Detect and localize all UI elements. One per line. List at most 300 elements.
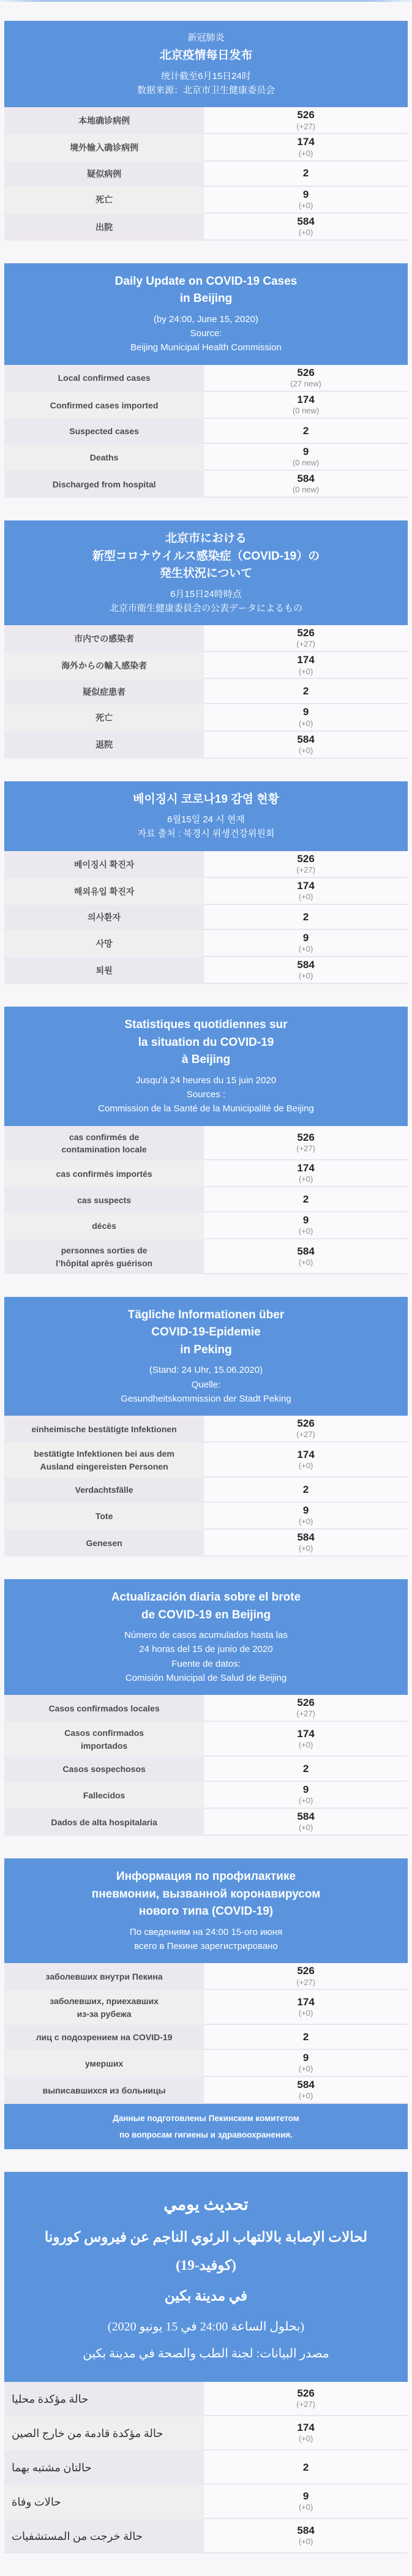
section-title-line: Statistiques quotidiennes sur	[124, 1018, 288, 1032]
stat-delta: (+0)	[298, 200, 313, 210]
stat-label	[4, 930, 204, 957]
stat-value: 526	[297, 1965, 315, 1977]
stat-value: 9	[302, 706, 309, 718]
stat-value-cell	[204, 1416, 408, 1443]
stat-label	[4, 679, 204, 704]
table-row	[4, 214, 408, 241]
stat-value: 584	[297, 1811, 315, 1823]
stat-value: 584	[297, 472, 315, 484]
stat-label-line: cas confirmés de	[69, 1132, 140, 1142]
section-header	[4, 1579, 408, 1695]
section-subtitle-line: (بحلول الساعة 24:00 في 15 يونيو 2020)	[107, 2320, 305, 2334]
stat-label	[4, 905, 204, 930]
section-title-line: 北京疫情每日发布	[159, 49, 253, 62]
stat-label	[4, 2416, 204, 2450]
stat-value: 174	[297, 1162, 315, 1174]
section-subtitle-line: 24 horas del 15 de junio de 2020	[139, 1644, 273, 1655]
stat-label-line: Casos sospechosos	[62, 1764, 146, 1774]
stat-label	[4, 732, 204, 759]
section-title-line: Информация по профилактике	[116, 1870, 296, 1883]
section-footer	[4, 2104, 408, 2149]
stat-label-line: Discharged from hospital	[52, 479, 156, 489]
stat-label-line: personnes sorties de	[61, 1245, 148, 1256]
stat-label	[4, 392, 204, 419]
stat-value: 2	[302, 2030, 309, 2043]
stats-table	[4, 1126, 408, 1274]
table-row	[4, 2519, 408, 2553]
stat-delta: (+27)	[296, 1430, 315, 1440]
table-row	[4, 365, 408, 392]
table-row	[4, 162, 408, 187]
covid-update-section-ar	[4, 2172, 408, 2553]
stat-value: 526	[297, 627, 315, 639]
stat-label	[4, 1530, 204, 1556]
stat-value-cell	[204, 2382, 408, 2416]
section-subtitle-line: (Stand: 24 Uhr, 15.06.2020)	[149, 1365, 263, 1376]
section-subtitle-line: 统计截至6月15日24时	[161, 70, 251, 81]
stat-label-line: Casos confirmados	[64, 1728, 144, 1738]
table-row	[4, 2025, 408, 2050]
stat-label	[4, 2077, 204, 2104]
section-subtitle-line: (by 24:00, June 15, 2020)	[154, 314, 258, 325]
stat-value: 2	[302, 911, 309, 923]
stat-value: 9	[302, 2051, 309, 2063]
stat-value: 526	[297, 366, 315, 378]
stat-label-line: лиц с подозрением на COVID-19	[36, 2032, 173, 2043]
stat-value: 174	[297, 1996, 315, 2008]
table-row	[4, 1782, 408, 1809]
covid-update-section-en	[4, 263, 408, 498]
section-subtitle-line: Source:	[190, 328, 222, 339]
section-subtitle-line: 자료 출처 : 북경시 위생건강위원회	[137, 828, 275, 839]
stats-table	[4, 2382, 408, 2553]
section-title-line: تحديث يومي	[163, 2195, 249, 2214]
stat-label-line: Local confirmed cases	[58, 373, 151, 383]
stat-value: 2	[302, 1762, 309, 1774]
stat-label-line: 疑似症患者	[83, 686, 126, 697]
table-row	[4, 1239, 408, 1274]
stat-value-cell	[204, 1695, 408, 1722]
stat-label-line: importados	[80, 1740, 128, 1751]
stat-value-cell	[204, 1239, 408, 1274]
stat-delta: (+0)	[298, 1257, 313, 1267]
section-subtitle-line: 新冠肺炎	[187, 32, 225, 43]
stat-label-line: décès	[92, 1221, 116, 1231]
stat-value: 2	[302, 1483, 309, 1495]
stat-value-cell	[204, 2416, 408, 2450]
section-title-line: 北京市における	[165, 532, 247, 546]
table-row	[4, 1212, 408, 1239]
stat-delta: (+0)	[298, 718, 313, 728]
stat-delta: (+0)	[298, 1460, 313, 1470]
stat-value: 526	[297, 1418, 315, 1430]
stat-delta: (+0)	[298, 666, 313, 676]
table-row	[4, 1443, 408, 1478]
stat-delta: (+0)	[298, 2537, 313, 2547]
section-subtitle-line: 数据来源：北京市卫生健康委员会	[137, 85, 275, 96]
table-row	[4, 2077, 408, 2104]
section-title-line: de COVID-19 en Beijing	[141, 1608, 271, 1621]
section-title-line: في مدينة بكين	[164, 2288, 248, 2304]
stats-table	[4, 1695, 408, 1836]
section-header	[4, 1858, 408, 1963]
table-row	[4, 134, 408, 161]
stat-value: 584	[297, 1245, 315, 1257]
stat-delta: (+27)	[296, 121, 315, 131]
section-subtitle-line: Sources :	[186, 1089, 226, 1100]
table-row	[4, 878, 408, 905]
stat-label	[4, 625, 204, 652]
stat-value: 584	[297, 1531, 315, 1544]
stat-value: 2	[302, 2461, 309, 2473]
section-title-line: Daily Update on COVID-19 Cases	[114, 274, 298, 288]
table-row	[4, 471, 408, 498]
stat-value: 584	[297, 2079, 315, 2091]
section-title-line: 新型コロナウイルス感染症（COVID-19）の	[92, 549, 320, 563]
table-row	[4, 905, 408, 930]
stat-value-cell	[204, 704, 408, 731]
stat-delta: (+0)	[298, 2064, 313, 2074]
stat-label-line: 의사환자	[88, 912, 121, 923]
stat-label	[4, 107, 204, 134]
stat-label	[4, 1990, 204, 2025]
stat-delta: (0 new)	[292, 458, 320, 468]
table-row	[4, 392, 408, 419]
stat-label	[4, 1782, 204, 1809]
stat-label	[4, 471, 204, 498]
stat-value-cell	[204, 471, 408, 498]
stat-value-cell	[204, 2025, 408, 2050]
stats-table	[4, 625, 408, 759]
section-subtitle-line: مصدر البيانات: لجنة الطب والصحة في مدينة بكين	[83, 2347, 329, 2361]
stat-value: 174	[297, 879, 315, 892]
section-title-line: нового типа (COVID-19)	[138, 1905, 274, 1918]
stat-label-line: 死亡	[96, 195, 113, 205]
stat-label	[4, 162, 204, 187]
section-title-line: la situation du COVID-19	[138, 1035, 274, 1049]
covid-update-section-ja	[4, 520, 408, 759]
stat-value-cell	[204, 365, 408, 392]
stat-value: 526	[297, 1697, 315, 1709]
table-row	[4, 1963, 408, 1990]
stat-label	[4, 1503, 204, 1530]
stats-table	[4, 1963, 408, 2104]
stats-table	[4, 851, 408, 985]
stat-value: 526	[297, 109, 315, 121]
table-row	[4, 1416, 408, 1443]
stat-value-cell	[204, 1782, 408, 1809]
stat-label	[4, 365, 204, 392]
stat-value-cell	[204, 905, 408, 930]
stat-label	[4, 1695, 204, 1722]
section-subtitle-line: Quelle:	[191, 1379, 221, 1390]
stat-value-cell	[204, 2077, 408, 2104]
stat-value-cell	[204, 732, 408, 759]
section-subtitle-line: 6月15日24時時点	[170, 588, 242, 599]
table-row	[4, 1530, 408, 1556]
section-title-line: in Beijing	[179, 292, 233, 306]
stat-value: 526	[297, 2387, 315, 2400]
covid-update-section-ko	[4, 781, 408, 985]
stat-value: 2	[302, 167, 309, 179]
stat-delta: (0 new)	[292, 485, 320, 495]
stat-value: 526	[297, 1131, 315, 1143]
stat-label-line: حالة مؤكدة قادمة من خارج الصين	[12, 2427, 163, 2440]
stat-value-cell	[204, 1809, 408, 1836]
table-row	[4, 732, 408, 759]
stat-delta: (+27)	[296, 1143, 315, 1153]
stat-label-line: bestätigte Infektionen bei aus dem	[34, 1449, 174, 1459]
stat-value-cell	[204, 1478, 408, 1503]
stat-delta: (+0)	[298, 745, 313, 755]
stat-value: 174	[297, 136, 315, 148]
stat-value: 2	[302, 685, 309, 697]
stat-delta: (+0)	[298, 1740, 313, 1749]
stat-value: 174	[297, 393, 315, 405]
stat-value-cell	[204, 162, 408, 187]
stat-label	[4, 2519, 204, 2553]
stat-value: 174	[297, 654, 315, 666]
table-row	[4, 1990, 408, 2025]
stat-label-line: из-за рубежа	[77, 2008, 132, 2019]
table-row	[4, 2416, 408, 2450]
stat-label	[4, 2050, 204, 2077]
stat-delta: (+0)	[298, 2008, 313, 2018]
section-footer-line: по вопросам гигиены и здравоохранения.	[119, 2130, 293, 2140]
section-title-line: à Beijing	[181, 1053, 231, 1067]
stat-delta: (+27)	[296, 1977, 315, 1987]
stat-label-line: einheimische bestätigte Infektionen	[31, 1424, 177, 1435]
table-row	[4, 625, 408, 652]
section-header	[4, 1297, 408, 1416]
stat-label	[4, 1187, 204, 1212]
stat-label-line: Tote	[95, 1511, 113, 1521]
stat-delta: (+0)	[298, 971, 313, 981]
stat-value: 9	[302, 931, 309, 944]
table-row	[4, 1478, 408, 1503]
stat-label-line: Ausland eingereisten Personen	[40, 1461, 168, 1471]
stat-delta: (+27)	[296, 865, 315, 874]
stat-value-cell	[204, 419, 408, 444]
stat-delta: (+0)	[298, 892, 313, 902]
table-row	[4, 1695, 408, 1722]
stat-label-line: 疑似病例	[87, 168, 122, 179]
stat-value-cell	[204, 1212, 408, 1239]
stat-value-cell	[204, 1160, 408, 1187]
section-header	[4, 781, 408, 851]
stat-value-cell	[204, 625, 408, 652]
stat-delta: (+0)	[298, 1517, 313, 1526]
stat-value: 584	[297, 959, 315, 971]
covid-update-section-ru	[4, 1858, 408, 2149]
stat-label-line: حالة خرجت من المستشفيات	[12, 2530, 143, 2543]
stat-value: 584	[297, 733, 315, 745]
section-subtitle-line: 北京市衛生健康委員会の公表データによるもの	[109, 603, 302, 614]
section-subtitle-line: Comisión Municipal de Salud de Beijing	[125, 1672, 287, 1683]
stat-value-cell	[204, 444, 408, 471]
stat-label-line: 해외유입 확진자	[73, 886, 135, 896]
table-row	[4, 2382, 408, 2416]
stat-label	[4, 419, 204, 444]
table-row	[4, 2485, 408, 2519]
section-footer-line: Данные подготовлены Пекинским комитетом	[113, 2114, 299, 2124]
stat-value-cell	[204, 2519, 408, 2553]
stat-label	[4, 1416, 204, 1443]
section-header	[4, 520, 408, 625]
section-subtitle-line: Commission de la Santé de la Municipalité de Beijing	[98, 1103, 314, 1114]
stat-label-line: 本地确诊病例	[78, 116, 130, 126]
stat-delta: (+27)	[296, 639, 315, 649]
stat-value-cell	[204, 930, 408, 957]
stat-label-line: Suspected cases	[69, 426, 139, 437]
table-row	[4, 679, 408, 704]
stat-label	[4, 704, 204, 731]
table-row	[4, 652, 408, 679]
stat-value-cell	[204, 1722, 408, 1757]
stat-label	[4, 1478, 204, 1503]
stat-label	[4, 1126, 204, 1161]
stat-value: 9	[302, 1783, 309, 1795]
stat-label-line: حالة مؤكدة محليا	[12, 2393, 89, 2406]
stat-value: 526	[297, 852, 315, 865]
stat-label-line: умерших	[84, 2058, 124, 2068]
stat-label-line: cas suspects	[77, 1195, 132, 1205]
table-row	[4, 187, 408, 214]
stat-value-cell	[204, 1187, 408, 1212]
stat-value: 584	[297, 2525, 315, 2537]
section-header	[4, 2172, 408, 2382]
covid-update-section-es	[4, 1579, 408, 1836]
stat-delta: (+0)	[298, 2503, 313, 2512]
stat-value-cell	[204, 1126, 408, 1161]
stat-value-cell	[204, 107, 408, 134]
section-title-line: 베이징시 코로나19 감염 현황	[133, 792, 279, 806]
stat-label	[4, 878, 204, 905]
covid-update-section-zh	[4, 21, 408, 241]
stat-value: 9	[302, 2490, 309, 2503]
stat-value-cell	[204, 134, 408, 161]
stat-label-line: заболевших внутри Пекина	[45, 1972, 163, 1982]
table-row	[4, 1503, 408, 1530]
stat-delta: (27 new)	[290, 378, 321, 388]
section-subtitle-line: всего в Пекине зарегистрировано	[134, 1941, 278, 1951]
stat-label	[4, 2450, 204, 2485]
stat-value: 9	[302, 188, 309, 200]
stat-label	[4, 652, 204, 679]
stat-label	[4, 2025, 204, 2050]
stat-label-line: 出院	[96, 222, 113, 232]
table-row	[4, 957, 408, 984]
section-subtitle-line: По сведениям на 24:00 15-ого июня	[129, 1926, 283, 1937]
stat-value-cell	[204, 2050, 408, 2077]
stat-label-line: 境外输入确诊病例	[70, 143, 139, 153]
stat-delta: (+0)	[298, 1226, 313, 1236]
stat-value: 2	[302, 424, 309, 437]
section-title-line: in Peking	[180, 1343, 232, 1356]
stat-label-line: 퇴원	[96, 966, 113, 976]
stat-value-cell	[204, 679, 408, 704]
stat-label-line: заболевших, приехавших	[50, 1996, 159, 2007]
top-accent-line	[0, 0, 412, 2]
stat-label	[4, 1757, 204, 1782]
section-title-line: لحالات الإصابة بالالتهاب الرئوي الناجم عن فيروس كورونا (كوفيد-19)	[44, 2229, 368, 2274]
stat-label-line: 海外からの輸入感染者	[61, 661, 148, 671]
stat-label-line: Dados de alta hospitalaria	[51, 1817, 157, 1828]
stat-value: 9	[302, 445, 309, 457]
stat-delta: (+0)	[298, 1544, 313, 1553]
section-header	[4, 1007, 408, 1125]
table-row	[4, 1187, 408, 1212]
table-row	[4, 851, 408, 878]
section-subtitle-line: 6월15일 24 시 현재	[167, 814, 245, 825]
stat-value-cell	[204, 1503, 408, 1530]
stat-label	[4, 2485, 204, 2519]
stat-label-line: Fallecidos	[83, 1790, 125, 1800]
section-header	[4, 21, 408, 107]
stat-value: 9	[302, 1504, 309, 1516]
stat-delta: (+27)	[296, 1709, 315, 1719]
stats-table	[4, 107, 408, 241]
stat-value-cell	[204, 1443, 408, 1478]
stat-value-cell	[204, 2485, 408, 2519]
stat-value-cell	[204, 187, 408, 214]
stat-delta: (+0)	[298, 1796, 313, 1806]
stat-label	[4, 1722, 204, 1757]
stat-label	[4, 1443, 204, 1478]
stat-label-line: Deaths	[89, 452, 119, 462]
stat-label	[4, 1239, 204, 1274]
section-title-line: Tägliche Informationen über	[127, 1308, 285, 1321]
table-row	[4, 1809, 408, 1836]
table-row	[4, 1160, 408, 1187]
covid-update-section-fr	[4, 1007, 408, 1274]
stat-value-cell	[204, 214, 408, 241]
stat-value: 174	[297, 1448, 315, 1460]
stat-value: 9	[302, 1214, 309, 1226]
stat-label-line: Genesen	[86, 1538, 122, 1549]
section-subtitle-line: Fuente de datos:	[171, 1658, 241, 1669]
section-subtitle-line: Jusqu’à 24 heures du 15 juin 2020	[135, 1075, 277, 1086]
stat-label-line: contamination locale	[61, 1144, 147, 1154]
stat-label-line: حالتان مشتبه بهما	[12, 2461, 92, 2474]
section-title-line: COVID-19-Epidemie	[151, 1326, 261, 1339]
stat-label-line: 베이징시 확진자	[73, 859, 135, 869]
stat-label	[4, 1809, 204, 1836]
stat-delta: (+0)	[298, 944, 313, 954]
stat-label-line: l’hôpital après guérison	[56, 1258, 153, 1268]
stat-label-line: Casos confirmados locales	[48, 1703, 160, 1714]
stat-delta: (0 new)	[292, 405, 320, 415]
stats-table	[4, 1416, 408, 1556]
stat-label-line: Confirmed cases imported	[50, 400, 159, 410]
stat-label-line: cas confirmés importés	[56, 1169, 152, 1179]
table-row	[4, 419, 408, 444]
stat-delta: (+0)	[298, 2434, 313, 2444]
stat-value: 2	[302, 1193, 309, 1206]
stat-delta: (+0)	[298, 227, 313, 237]
stat-value-cell	[204, 1963, 408, 1990]
covid-update-section-de	[4, 1297, 408, 1556]
stat-label	[4, 187, 204, 214]
stat-delta: (+0)	[298, 2091, 313, 2101]
stats-table	[4, 365, 408, 498]
table-row	[4, 2450, 408, 2485]
stat-value-cell	[204, 2450, 408, 2485]
table-row	[4, 930, 408, 957]
stat-label	[4, 134, 204, 161]
table-row	[4, 2050, 408, 2077]
stat-label	[4, 214, 204, 241]
